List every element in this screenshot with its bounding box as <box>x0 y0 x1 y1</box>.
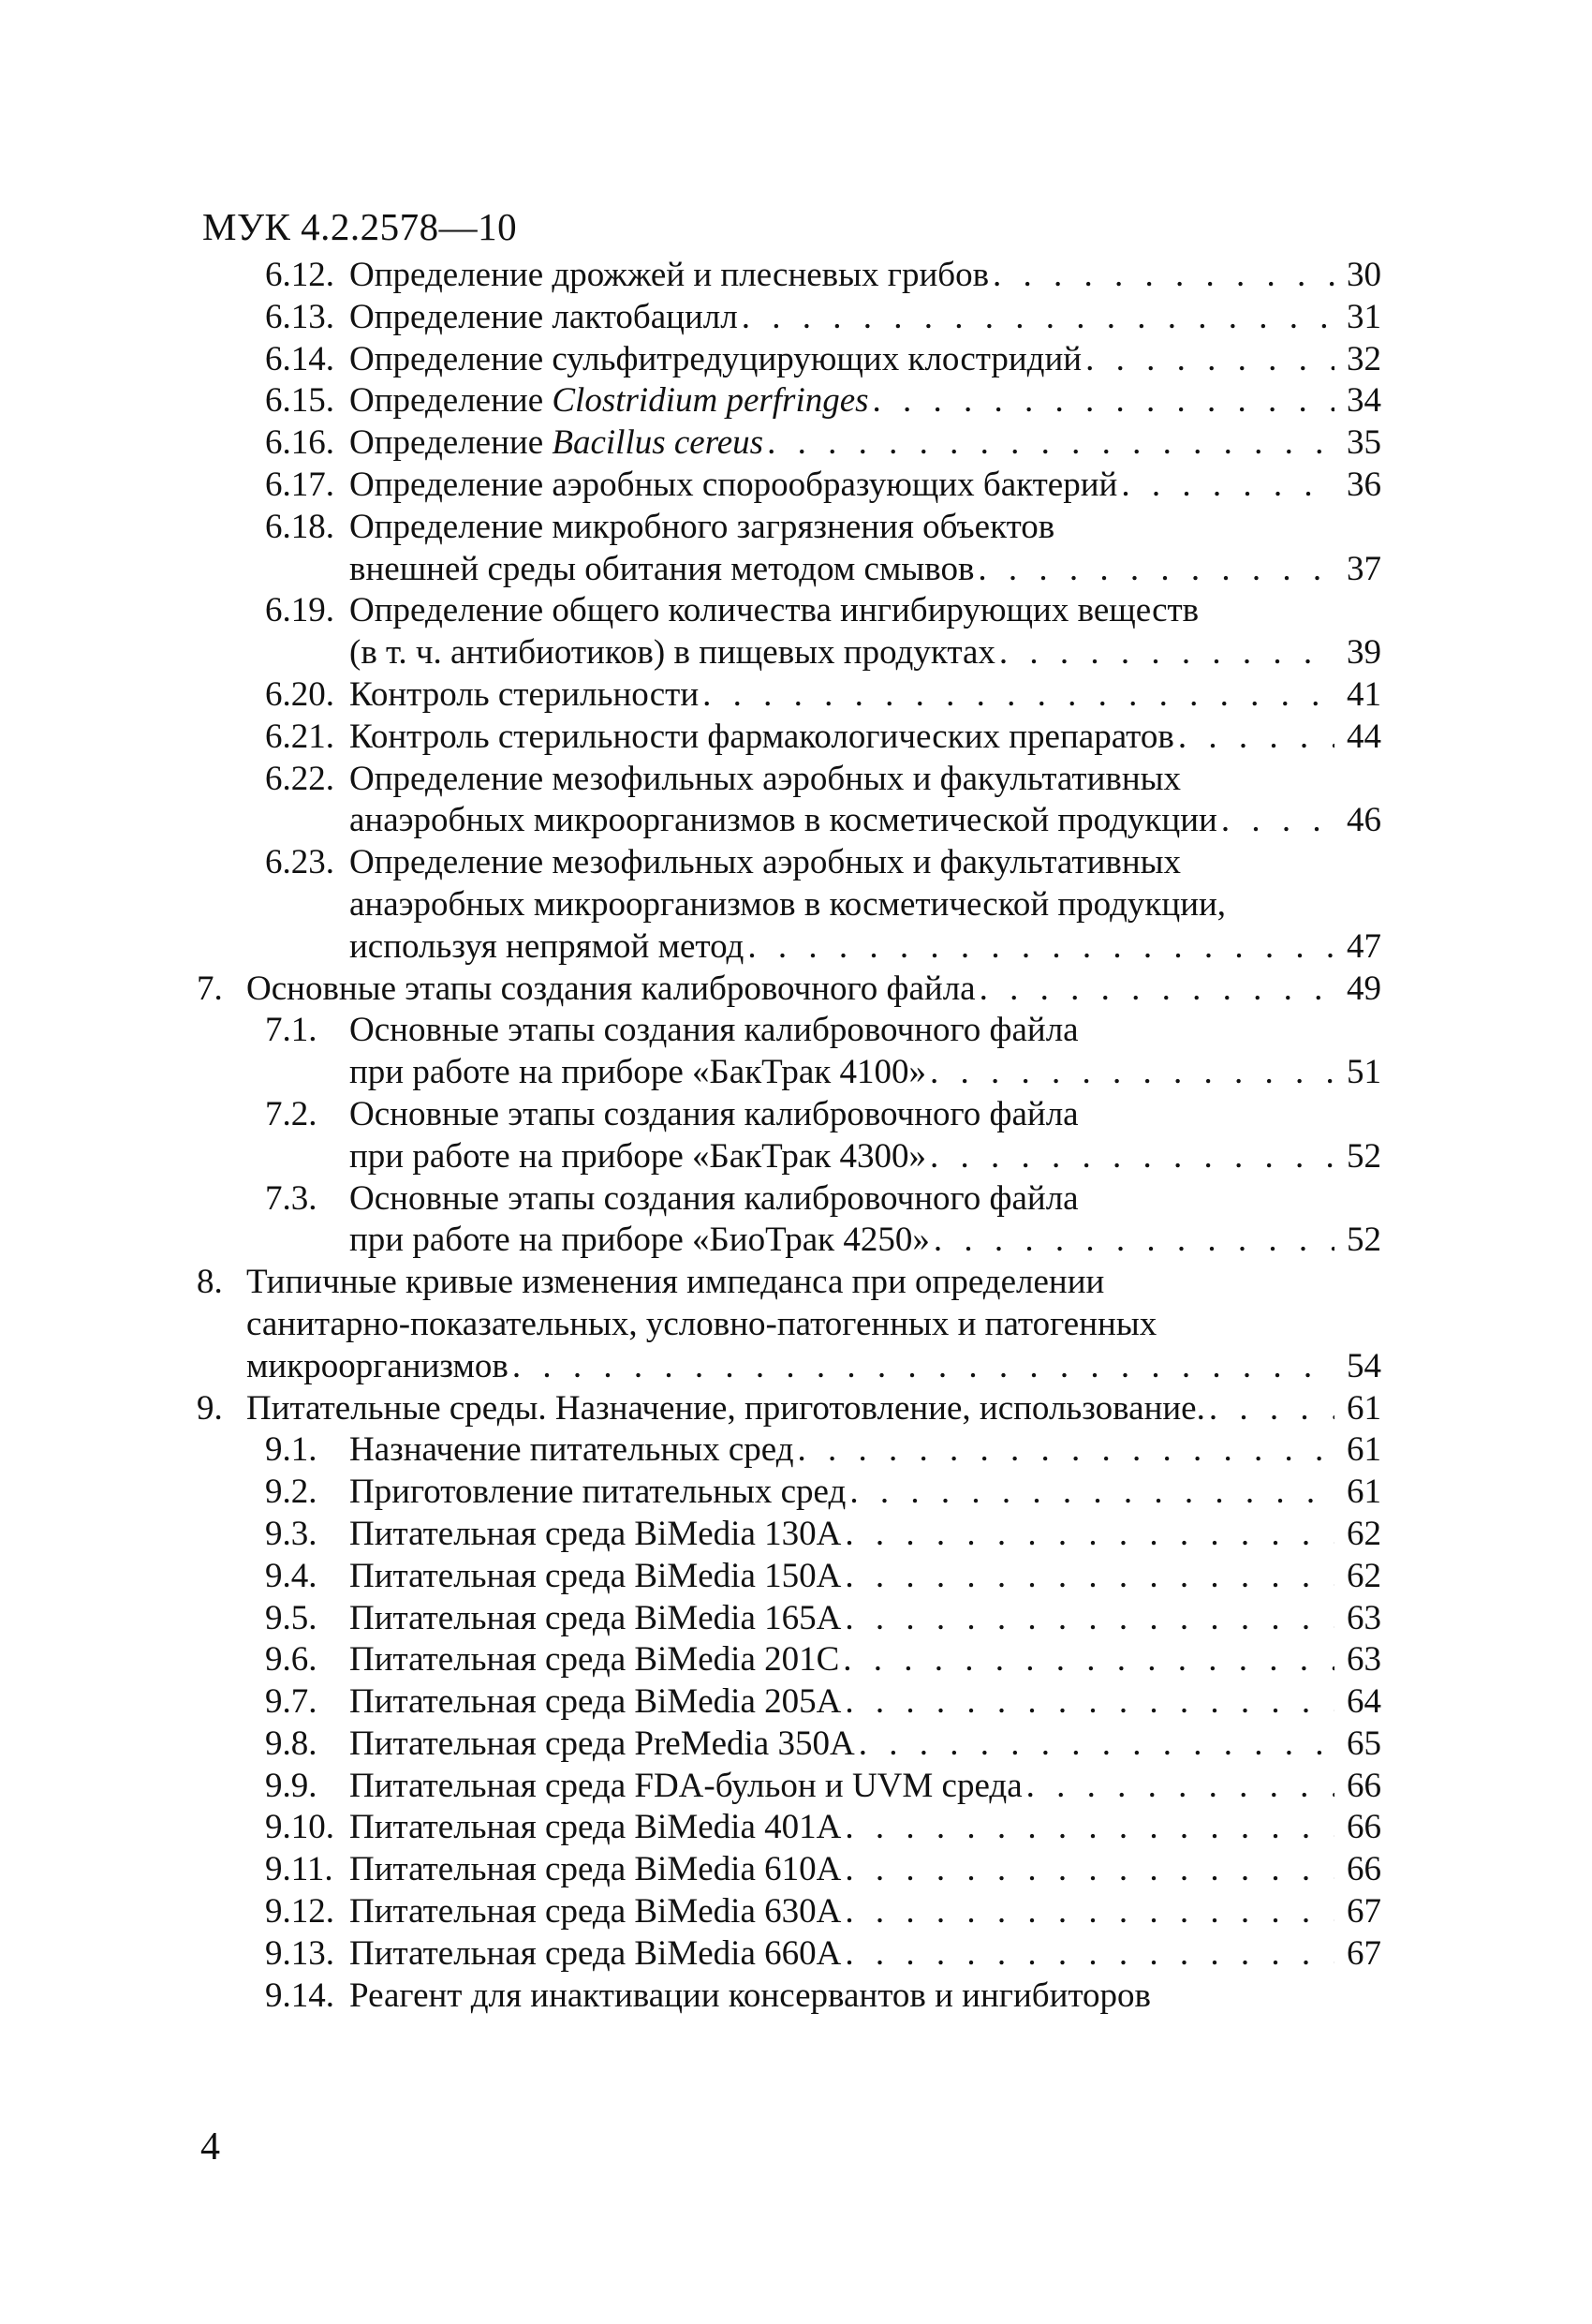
toc-page-number: 47 <box>1347 926 1381 966</box>
toc-line <box>197 1891 1381 1933</box>
toc-page-number: 63 <box>1347 1640 1381 1680</box>
toc-line <box>197 1178 1381 1221</box>
toc-entry-number: 6.19. <box>265 591 334 630</box>
toc-line <box>197 1933 1381 1976</box>
toc-title-wrap <box>349 255 1381 297</box>
toc-dot-leader <box>512 1346 1334 1388</box>
toc-dot-leader <box>742 297 1334 339</box>
toc-title-wrap <box>349 1807 1381 1849</box>
toc-title-wrap <box>349 1514 1381 1556</box>
toc-entry <box>197 1849 1381 1891</box>
toc-entry-number: 9. <box>197 1388 223 1428</box>
toc-entry <box>197 1388 1381 1430</box>
toc-page-number: 41 <box>1347 674 1381 714</box>
toc-entry-number: 9.4. <box>265 1556 317 1595</box>
toc-dot-leader <box>849 1472 1334 1514</box>
toc-line <box>197 1010 1381 1052</box>
toc-entry-number: 6.23. <box>265 843 334 882</box>
toc-entry-title: Приготовление питательных сред <box>349 1473 847 1512</box>
toc-title-wrap <box>349 632 1381 674</box>
toc-entry-number: 9.7. <box>265 1682 317 1722</box>
toc-entry-title: Контроль стерильности <box>349 674 700 714</box>
toc-line <box>197 1472 1381 1514</box>
toc-line <box>197 1639 1381 1681</box>
toc-entry-number: 6.18. <box>265 507 334 546</box>
toc-dot-leader <box>845 1849 1334 1891</box>
toc-entry-title: Питательная среда BiMedia 165A <box>349 1598 842 1637</box>
toc-entry-number: 6.14. <box>265 339 334 378</box>
toc-dot-leader <box>747 926 1334 969</box>
toc-entry-title: Определение аэробных спорообразующих бактерий <box>349 465 1118 504</box>
toc-page-number: 52 <box>1347 1136 1381 1176</box>
toc-dot-leader <box>978 549 1334 591</box>
page-number: 4 <box>200 2125 220 2169</box>
toc-dot-leader <box>1209 1388 1334 1430</box>
toc-entry <box>197 1639 1381 1681</box>
toc-entry <box>197 1933 1381 1976</box>
toc-title-wrap <box>349 465 1381 507</box>
toc-line <box>197 1766 1381 1808</box>
toc-entry-number: 7.2. <box>265 1094 317 1133</box>
toc-title-wrap <box>349 800 1381 842</box>
toc-entry <box>197 1724 1381 1766</box>
toc-entry-title: при работе на приборе «БакТрак 4100» <box>349 1053 927 1092</box>
toc-dot-leader <box>999 632 1334 674</box>
toc-line <box>197 549 1381 591</box>
toc-title-wrap <box>246 1346 1381 1388</box>
toc-title-wrap <box>349 717 1381 759</box>
toc-page-number: 34 <box>1347 381 1381 421</box>
toc-page-number: 66 <box>1347 1850 1381 1889</box>
toc-line <box>197 1262 1381 1304</box>
toc-title-wrap <box>349 1178 1381 1221</box>
toc-line <box>197 380 1381 422</box>
toc-entry <box>197 1556 1381 1598</box>
toc-entry-title: Питательная среда PreMedia 350A <box>349 1724 855 1763</box>
toc-entry <box>197 969 1381 1011</box>
toc-entry <box>197 339 1381 381</box>
toc-line <box>197 1556 1381 1598</box>
toc-line <box>197 1681 1381 1724</box>
toc-entry-number: 7.1. <box>265 1011 317 1050</box>
toc-entry-title: Определение Clostridium perfringes <box>349 381 869 421</box>
toc-line <box>197 842 1381 884</box>
toc-title-wrap <box>349 590 1381 632</box>
toc-entry-title: Питательная среда BiMedia 610A <box>349 1850 842 1889</box>
toc-entry-title: Питательные среды. Назначение, приготовление, использование. <box>246 1388 1205 1428</box>
toc-entry-number: 9.3. <box>265 1514 317 1553</box>
toc-title-wrap <box>349 1052 1381 1094</box>
toc-line <box>197 759 1381 801</box>
toc-page-number: 35 <box>1347 423 1381 463</box>
toc-dot-leader <box>702 674 1334 717</box>
toc-entry-number: 6.22. <box>265 759 334 798</box>
toc-line <box>197 1388 1381 1430</box>
toc-line <box>197 1429 1381 1472</box>
toc-page-number: 61 <box>1347 1473 1381 1512</box>
toc-page-number: 46 <box>1347 801 1381 840</box>
toc-entry <box>197 1514 1381 1556</box>
toc-entry-title: анаэробных микроорганизмов в косметической продукции, <box>349 884 1227 924</box>
toc-entry-title: Питательная среда BiMedia 150A <box>349 1556 842 1595</box>
toc-page-number: 62 <box>1347 1556 1381 1595</box>
toc-entry-title: Определение Bacillus cereus <box>349 423 764 463</box>
toc-title-wrap <box>349 1976 1381 2018</box>
toc-page-number: 65 <box>1347 1724 1381 1763</box>
toc-title-wrap <box>349 1429 1381 1472</box>
toc-entry-title: Определение лактобацилл <box>349 297 738 336</box>
toc-line <box>197 800 1381 842</box>
toc-dot-leader <box>845 1681 1334 1724</box>
toc-entry-title: Типичные кривые изменения импеданса при определении <box>246 1263 1105 1302</box>
toc-entry-number: 9.14. <box>265 1976 334 2015</box>
toc-entry <box>197 1262 1381 1387</box>
toc-dot-leader <box>1178 717 1334 759</box>
toc-dot-leader <box>843 1639 1334 1681</box>
toc-dot-leader <box>845 1598 1334 1640</box>
toc-entry-title: при работе на приборе «БакТрак 4300» <box>349 1136 927 1176</box>
toc-entry <box>197 1472 1381 1514</box>
toc-entry <box>197 380 1381 422</box>
toc-page-number: 30 <box>1347 256 1381 294</box>
toc-page-number: 39 <box>1347 633 1381 673</box>
toc-entry-number: 9.9. <box>265 1766 317 1805</box>
toc-title-wrap <box>349 380 1381 422</box>
toc-line <box>197 1136 1381 1178</box>
toc-page-number: 67 <box>1347 1933 1381 1973</box>
toc-entry-number: 7. <box>197 969 223 1008</box>
toc-entry-number: 6.21. <box>265 717 334 756</box>
toc-page-number: 36 <box>1347 465 1381 504</box>
toc-line <box>197 422 1381 465</box>
toc-title-wrap <box>349 1094 1381 1136</box>
toc-title-wrap <box>349 1220 1381 1262</box>
toc-line <box>197 255 1381 297</box>
toc-dot-leader <box>859 1724 1334 1766</box>
toc-entry-number: 9.5. <box>265 1598 317 1637</box>
toc-entry-title: Питательная среда FDA-бульон и UVM среда <box>349 1766 1023 1805</box>
toc-entry-number: 6.13. <box>265 297 334 336</box>
toc-entry-number: 9.11. <box>265 1850 333 1889</box>
toc-entry-number: 9.1. <box>265 1430 317 1470</box>
toc-entry-number: 7.3. <box>265 1178 317 1218</box>
toc-entry <box>197 465 1381 507</box>
toc-entry-title: Определение микробного загрязнения объектов <box>349 507 1055 546</box>
toc-line <box>197 1849 1381 1891</box>
toc-page-number: 66 <box>1347 1808 1381 1847</box>
toc-entry-number: 9.6. <box>265 1640 317 1680</box>
toc-entry-title: Основные этапы создания калибровочного файла <box>349 1094 1079 1133</box>
toc-dot-leader <box>993 255 1334 297</box>
toc-entry-title: Питательная среда BiMedia 660A <box>349 1933 842 1973</box>
toc-dot-leader <box>1085 339 1334 381</box>
toc-entry-title: Контроль стерильности фармакологических препаратов <box>349 717 1174 756</box>
toc-entry <box>197 1598 1381 1640</box>
toc-page-number: 49 <box>1347 969 1381 1008</box>
toc-entry-number: 6.16. <box>265 423 334 463</box>
toc-title-wrap <box>246 969 1381 1011</box>
toc-entry <box>197 590 1381 674</box>
toc-title-wrap <box>349 926 1381 969</box>
toc-entry-title: Назначение питательных сред <box>349 1430 794 1470</box>
toc-line <box>197 926 1381 969</box>
toc-line <box>197 1052 1381 1094</box>
toc-entry-number: 6.20. <box>265 674 334 714</box>
toc-entry-title: Определение общего количества ингибирующих веществ <box>349 591 1200 630</box>
toc-line <box>197 465 1381 507</box>
toc-entry <box>197 1891 1381 1933</box>
toc-page-number: 61 <box>1347 1388 1381 1428</box>
toc-entry-title: Основные этапы создания калибровочного файла <box>349 1011 1079 1050</box>
toc-entry-number: 9.12. <box>265 1892 334 1932</box>
toc-title-wrap <box>349 884 1381 926</box>
toc-dot-leader <box>767 422 1334 465</box>
toc-dot-leader <box>798 1429 1334 1472</box>
toc-page-number: 64 <box>1347 1682 1381 1722</box>
toc-entry <box>197 297 1381 339</box>
toc-entry-number: 9.2. <box>265 1473 317 1512</box>
toc-page-number: 32 <box>1347 339 1381 378</box>
toc-entry <box>197 255 1381 297</box>
toc-page-number: 31 <box>1347 297 1381 336</box>
toc-entry-title: Питательная среда BiMedia 205A <box>349 1682 842 1722</box>
toc-title-wrap <box>349 1639 1381 1681</box>
toc-page-number: 62 <box>1347 1514 1381 1553</box>
toc-title-wrap <box>349 1598 1381 1640</box>
toc-dot-leader <box>845 1556 1334 1598</box>
toc-title-wrap <box>349 759 1381 801</box>
toc-entry-title: санитарно-показательных, условно-патогенных и патогенных <box>246 1304 1157 1343</box>
toc-line <box>197 632 1381 674</box>
toc-line <box>197 1094 1381 1136</box>
toc-entry <box>197 1766 1381 1808</box>
toc-entry-title: Определение мезофильных аэробных и факультативных <box>349 843 1181 882</box>
toc-title-wrap <box>246 1304 1381 1346</box>
toc-title-wrap <box>349 339 1381 381</box>
toc-line <box>197 507 1381 549</box>
toc-entry <box>197 674 1381 717</box>
toc-entry-number: 6.15. <box>265 381 334 421</box>
toc-title-wrap <box>246 1262 1381 1304</box>
toc-dot-leader <box>980 969 1334 1011</box>
toc-page-number: 66 <box>1347 1766 1381 1805</box>
toc-entry-title: анаэробных микроорганизмов в косметической продукции <box>349 801 1217 840</box>
toc-entry <box>197 717 1381 759</box>
toc-dot-leader <box>873 380 1334 422</box>
toc-title-wrap <box>349 297 1381 339</box>
toc-title-wrap <box>349 1891 1381 1933</box>
toc-entry-number: 6.12. <box>265 256 334 294</box>
toc-line <box>197 1724 1381 1766</box>
toc-entry-title: Реагент для инактивации консервантов и ингибиторов <box>349 1976 1152 2015</box>
toc-entry-title: Основные этапы создания калибровочного файла <box>349 1178 1079 1218</box>
toc-entry-title: Питательная среда BiMedia 201C <box>349 1640 840 1680</box>
toc-line <box>197 1976 1381 2018</box>
toc-entry <box>197 1094 1381 1178</box>
toc-entry-title: Основные этапы создания калибровочного файла <box>246 969 976 1008</box>
toc-entry-title: микроорганизмов <box>246 1346 509 1385</box>
toc-line <box>197 1807 1381 1849</box>
toc-entry <box>197 422 1381 465</box>
toc-dot-leader <box>934 1220 1334 1262</box>
toc-dot-leader <box>1121 465 1334 507</box>
toc-entry-number: 9.13. <box>265 1933 334 1973</box>
toc-title-wrap <box>349 507 1381 549</box>
toc-title-wrap <box>349 1724 1381 1766</box>
toc-title-wrap <box>349 1556 1381 1598</box>
toc-title-wrap <box>349 1681 1381 1724</box>
toc-entry-number: 6.17. <box>265 465 334 504</box>
toc-entry-title: используя непрямой метод <box>349 926 744 966</box>
toc-line <box>197 1598 1381 1640</box>
table-of-contents <box>197 255 1381 2017</box>
toc-page-number: 52 <box>1347 1221 1381 1260</box>
toc-dot-leader <box>845 1807 1334 1849</box>
toc-title-wrap <box>349 1136 1381 1178</box>
toc-dot-leader <box>1221 800 1334 842</box>
toc-line <box>197 590 1381 632</box>
toc-entry-title: при работе на приборе «БиоТрак 4250» <box>349 1221 930 1260</box>
toc-entry <box>197 1976 1381 2018</box>
toc-entry-title: Определение дрожжей и плесневых грибов <box>349 256 990 294</box>
toc-line <box>197 1220 1381 1262</box>
toc-line <box>197 969 1381 1011</box>
toc-page-number: 67 <box>1347 1892 1381 1932</box>
toc-page-number: 44 <box>1347 717 1381 756</box>
toc-title-wrap <box>349 842 1381 884</box>
toc-line <box>197 674 1381 717</box>
toc-entry-title: Определение мезофильных аэробных и факультативных <box>349 759 1181 798</box>
toc-title-wrap <box>349 549 1381 591</box>
toc-entry <box>197 1178 1381 1263</box>
toc-page-number: 51 <box>1347 1053 1381 1092</box>
toc-entry-title: внешней среды обитания методом смывов <box>349 549 975 588</box>
toc-line <box>197 1304 1381 1346</box>
toc-page-number: 37 <box>1347 549 1381 588</box>
toc-line <box>197 339 1381 381</box>
toc-title-wrap <box>349 1010 1381 1052</box>
toc-page-number: 54 <box>1347 1346 1381 1385</box>
toc-dot-leader <box>845 1891 1334 1933</box>
toc-entry <box>197 1681 1381 1724</box>
toc-title-wrap <box>349 1933 1381 1976</box>
toc-entry-number: 9.8. <box>265 1724 317 1763</box>
toc-line <box>197 1346 1381 1388</box>
toc-entry <box>197 842 1381 968</box>
toc-line <box>197 1514 1381 1556</box>
toc-page-number: 61 <box>1347 1430 1381 1470</box>
toc-entry-title: Питательная среда BiMedia 630A <box>349 1892 842 1932</box>
toc-dot-leader <box>930 1052 1334 1094</box>
toc-entry <box>197 507 1381 591</box>
toc-dot-leader <box>845 1514 1334 1556</box>
toc-entry <box>197 1010 1381 1094</box>
toc-title-wrap <box>246 1388 1381 1430</box>
toc-page-number: 63 <box>1347 1598 1381 1637</box>
toc-entry-title: Питательная среда BiMedia 130A <box>349 1514 842 1553</box>
toc-title-wrap <box>349 1766 1381 1808</box>
toc-entry <box>197 1807 1381 1849</box>
toc-title-wrap <box>349 674 1381 717</box>
toc-title-wrap <box>349 1849 1381 1891</box>
toc-entry-title: Питательная среда BiMedia 401A <box>349 1808 842 1847</box>
toc-entry-number: 9.10. <box>265 1808 334 1847</box>
toc-entry <box>197 1429 1381 1472</box>
toc-title-wrap <box>349 422 1381 465</box>
toc-entry-title: (в т. ч. антибиотиков) в пищевых продуктах <box>349 633 995 673</box>
toc-entry-title: Определение сульфитредуцирующих клостридий <box>349 339 1083 378</box>
toc-entry-number: 8. <box>197 1263 223 1302</box>
toc-dot-leader <box>930 1136 1334 1178</box>
toc-line <box>197 717 1381 759</box>
toc-line <box>197 297 1381 339</box>
toc-dot-leader <box>1026 1766 1334 1808</box>
toc-dot-leader <box>845 1933 1334 1976</box>
toc-entry <box>197 759 1381 843</box>
toc-title-wrap <box>349 1472 1381 1514</box>
document-header: МУК 4.2.2578—10 <box>202 205 518 248</box>
toc-line <box>197 884 1381 926</box>
